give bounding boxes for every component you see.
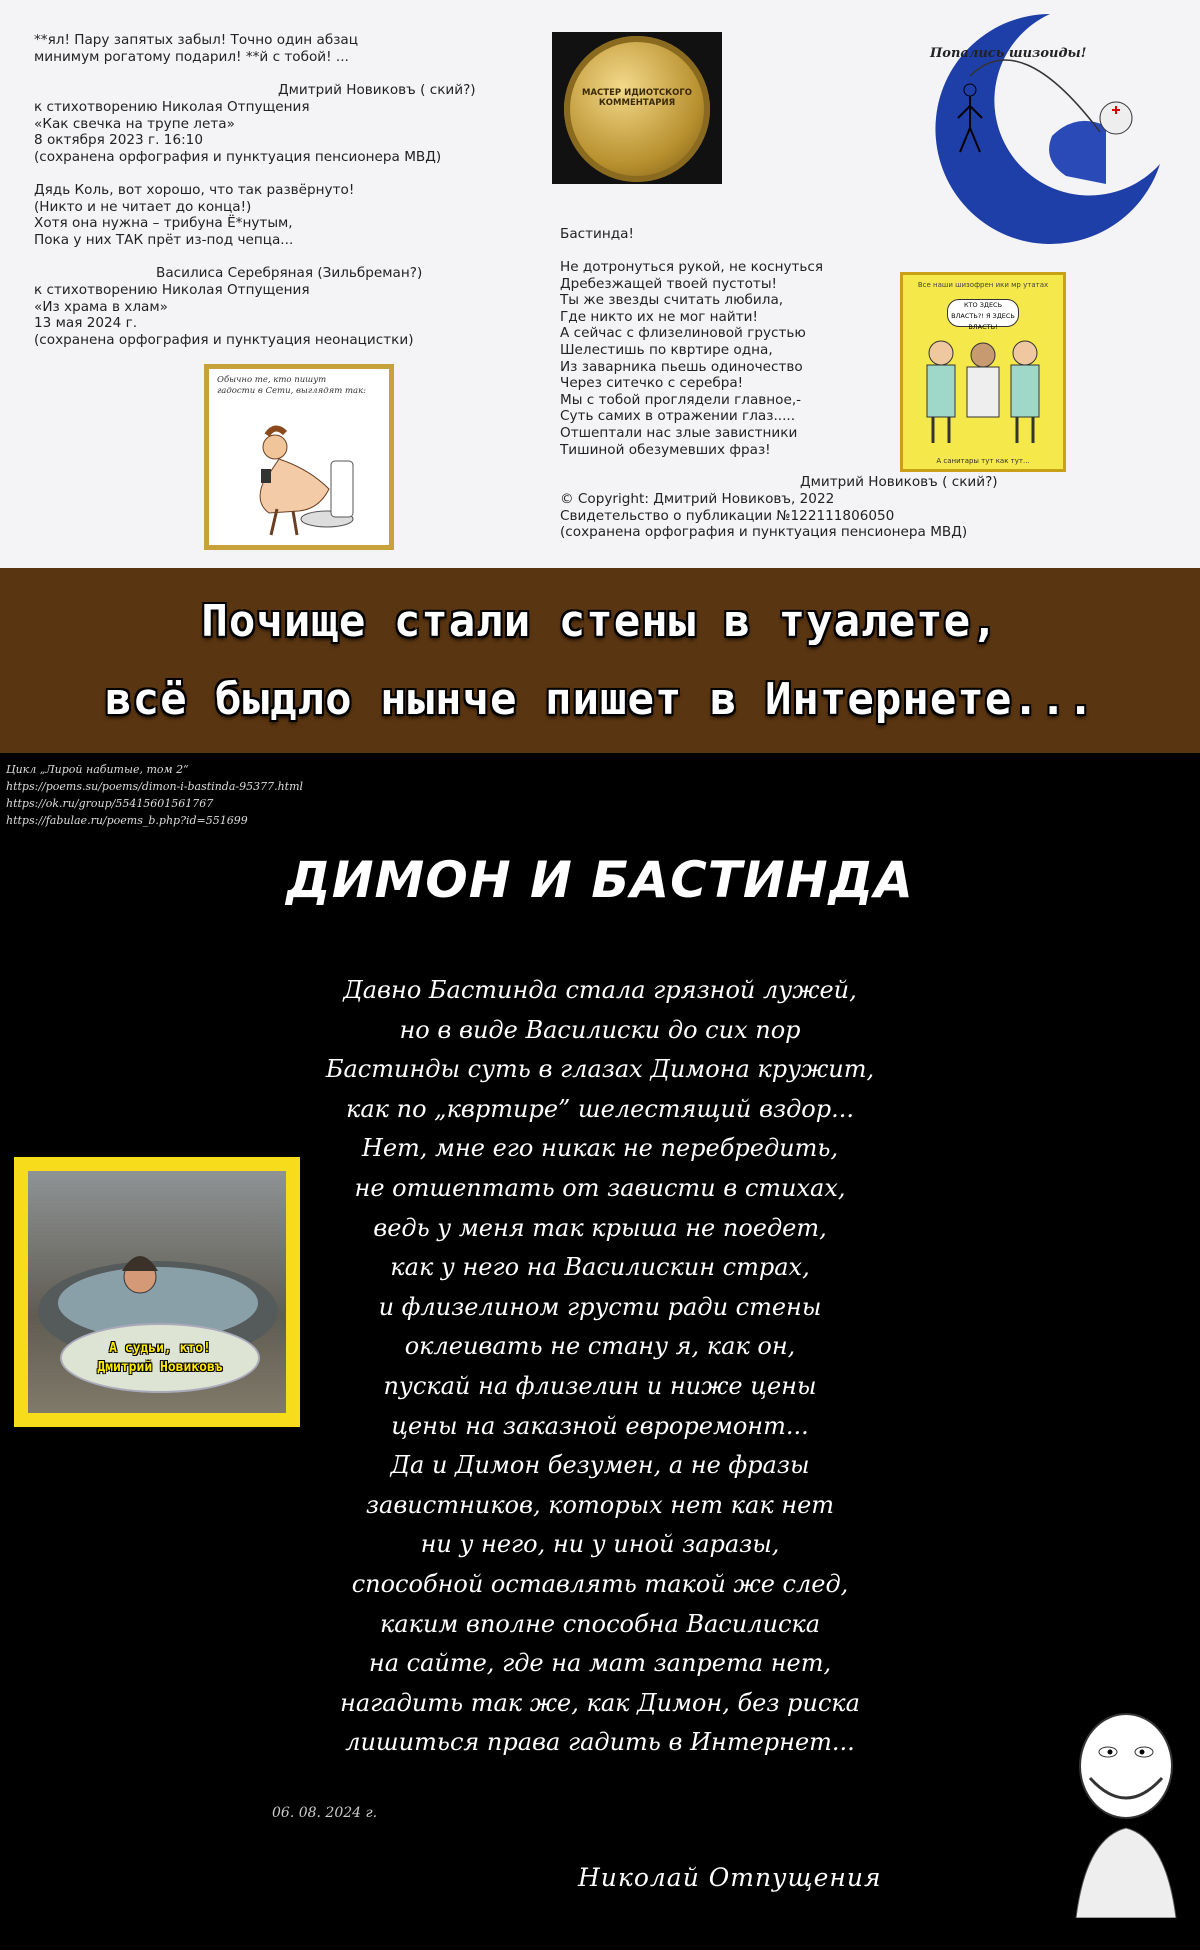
poem-lines: Не дотронуться рукой, не коснуться Дребезжащей твоей пустоты! Ты же звезды считать любила, Где никто их не мог найти! А сейчас с флизелиновой грустью Шелестишь по квртире одна, Из заварника пьешь одиночество Через ситечко с серебра! Мы с тобой проглядели главное,- Суть самих в отражении глаз..... Отшептали нас злые завистники Тишиной обезумевших фраз! xyxy=(560,259,824,458)
toilet-cartoon xyxy=(204,364,394,550)
comment-2: Дядь Коль, вот хорошо, что так развёрнуто! (Никто и не читает до конца!) Хотя она нужна – трибуна Ё*нутым, Пока у них ТАК прёт из-под чепца... xyxy=(34,182,355,248)
doctors-icon xyxy=(903,275,1063,469)
medal-text: МАСТЕР ИДИОТСКОГО КОММЕНТАРИЯ xyxy=(582,88,692,108)
link-ok-ru[interactable]: https://ok.ru/group/55415601561767 xyxy=(6,797,214,810)
toilet-figure-icon xyxy=(209,369,389,545)
poem-body: Давно Бастинда стала грязной лужей, но в виде Василиски до сих пор Бастинды суть в глазах Димона кружит, как по „квртире” шелестящий вздор... Нет, мне его никак не перебредить, не отшептать от зависти в стихах, ведь у меня так крыша не поедет, как у него на Василискин страх, и флизелином грусти ради стены оклеивать не стану я, как он, пускай на флизелин и ниже цены цены на заказной евроремонт... Да и Димон безумен, а не фразы завистников, которых нет как нет ни у него, ни у иной заразы, способной оставлять такой же след, каким вполне способна Василиска на сайте, где на мат запрета нет, нагадить так же, как Димон, без риска лишиться права гадить в Интернет... xyxy=(325,976,875,1757)
poem-date: 06. 08. 2024 г. xyxy=(272,1805,378,1821)
trollface-icon xyxy=(1066,1708,1186,1918)
link-fabulae[interactable]: https://fabulae.ru/poems_b.php?id=551699 xyxy=(6,814,248,827)
speech-bubble: КТО ЗДЕСЬ ВЛАСТЬ?! Я ЗДЕСЬ ВЛАСТЬ! xyxy=(947,299,1019,327)
poem-title: ДИМОН И БАСТИНДА xyxy=(286,851,914,909)
banner-line-2: всё быдло нынче пишет в Интернете... xyxy=(105,674,1095,725)
cycle-label: Цикл „Лирой набитые, том 2“ xyxy=(6,763,189,776)
source-links xyxy=(6,761,303,829)
psychiatry-cartoon: Все наши шизофрен ики мр утатах КТО ЗДЕСЬ ВЛАСТЬ?! Я ЗДЕСЬ ВЛАСТЬ! А санитары тут как тут... xyxy=(900,272,1066,472)
comments-section xyxy=(0,0,1200,568)
banner-line-1: Почище стали стены в туалете, xyxy=(201,596,999,647)
medal-icon xyxy=(564,36,710,182)
moon-caption: Попались шизоиды! xyxy=(930,46,1087,61)
poem-author-signature: Николай Отпущения xyxy=(578,1863,882,1892)
poem-author: Дмитрий Новиковъ ( ский?) xyxy=(800,474,998,490)
comment-1: **ял! Пару запятых забыл! Точно один абзац минимум рогатому подарил! **й с тобой! ... xyxy=(34,32,359,65)
comment-1-author: Дмитрий Новиковъ ( ский?) xyxy=(278,82,476,98)
medal-badge xyxy=(552,32,722,184)
moon-fisher-icon xyxy=(930,6,1170,256)
comment-2-author: Василиса Серебряная (Зильбреман?) xyxy=(156,265,423,281)
link-poems-su[interactable]: https://poems.su/poems/dimon-i-bastinda-95377.html xyxy=(6,780,304,793)
poem-heading: Бастинда! xyxy=(560,226,634,242)
puddle-caption: А судьи, кто! Дмитрий Новиковъ xyxy=(97,1341,223,1375)
comment-1-meta: к стихотворению Николая Отпущения «Как свечка на трупе лета» 8 октября 2023 г. 16:10 (сохранена орфография и пунктуация пенсионера МВД) xyxy=(34,99,442,165)
puddle-picture xyxy=(14,1157,300,1427)
toilet-cartoon-caption: Обычно те, кто пишут гадости в Сети, выглядят так: xyxy=(217,375,367,396)
banner xyxy=(0,568,1200,753)
comment-2-meta: к стихотворению Николая Отпущения «Из храма в хлам» 13 мая 2024 г. (сохранена орфография и пунктуация неонацистки) xyxy=(34,282,414,348)
poem-footer: © Copyright: Дмитрий Новиковъ, 2022 Свидетельство о публикации №122111806050 (сохранена орфография и пунктуация пенсионера МВД) xyxy=(560,491,968,541)
